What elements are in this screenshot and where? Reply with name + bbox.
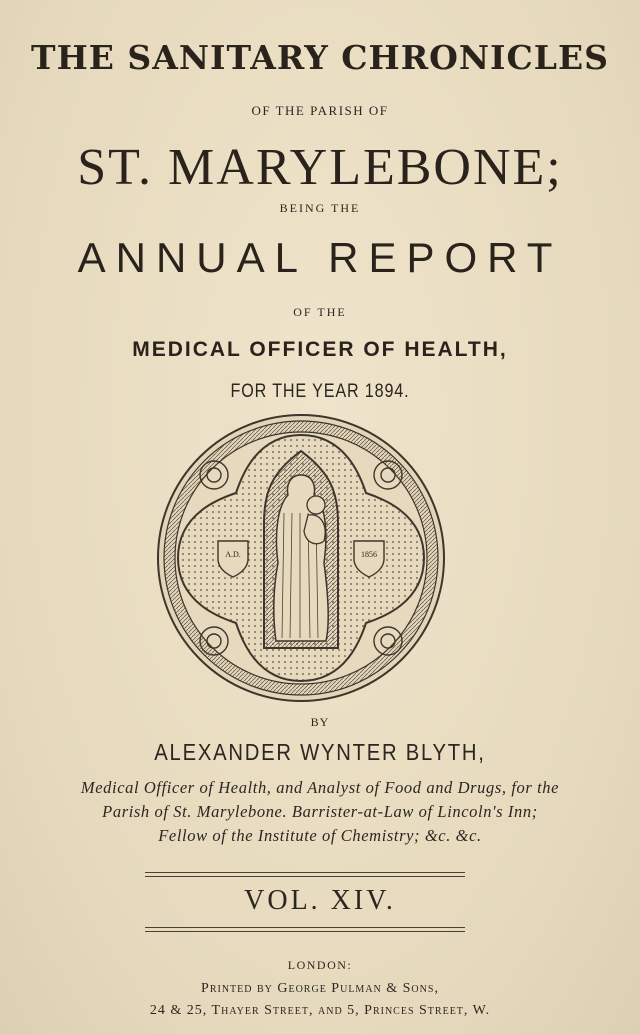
author-by: BY (310, 715, 330, 729)
title-of-parish: OF THE PARISH OF (251, 103, 389, 118)
title-medical-officer: MEDICAL OFFICER OF HEALTH, (132, 338, 508, 361)
imprint-printer: Printed by George Pulman & Sons, (201, 981, 439, 996)
divider-top-inner (145, 876, 465, 877)
seal-shield-right: 1856 (361, 550, 377, 559)
title-year: FOR THE YEAR 1894. (230, 381, 410, 402)
title-parish-name: ST. MARYLEBONE; (77, 139, 563, 196)
parish-seal-icon (156, 413, 446, 703)
title-of-the: OF THE (293, 305, 347, 319)
author-name: ALEXANDER WYNTER BLYTH, (154, 739, 486, 765)
author-description-line-2: Parish of St. Marylebone. Barrister-at-Law of Lincoln's Inn; (102, 802, 538, 821)
author-description-line-3: Fellow of the Institute of Chemistry; &c. &c. (158, 826, 482, 845)
divider-bottom (145, 927, 465, 928)
title-annual-report: ANNUAL REPORT (77, 234, 563, 281)
imprint-city: LONDON: (287, 958, 353, 972)
author-description-line-1: Medical Officer of Health, and Analyst of Food and Drugs, for the (80, 778, 560, 797)
seal-shield-left: A.D. (225, 550, 241, 559)
title-being-the: BEING THE (279, 201, 361, 215)
volume-number: VOL. XIV. (244, 885, 396, 916)
divider-top (145, 872, 465, 873)
title-main: THE SANITARY CHRONICLES (31, 38, 609, 77)
imprint-address: 24 & 25, Thayer Street, and 5, Princes Street, W. (149, 1003, 491, 1018)
divider-bottom-inner (145, 931, 465, 932)
